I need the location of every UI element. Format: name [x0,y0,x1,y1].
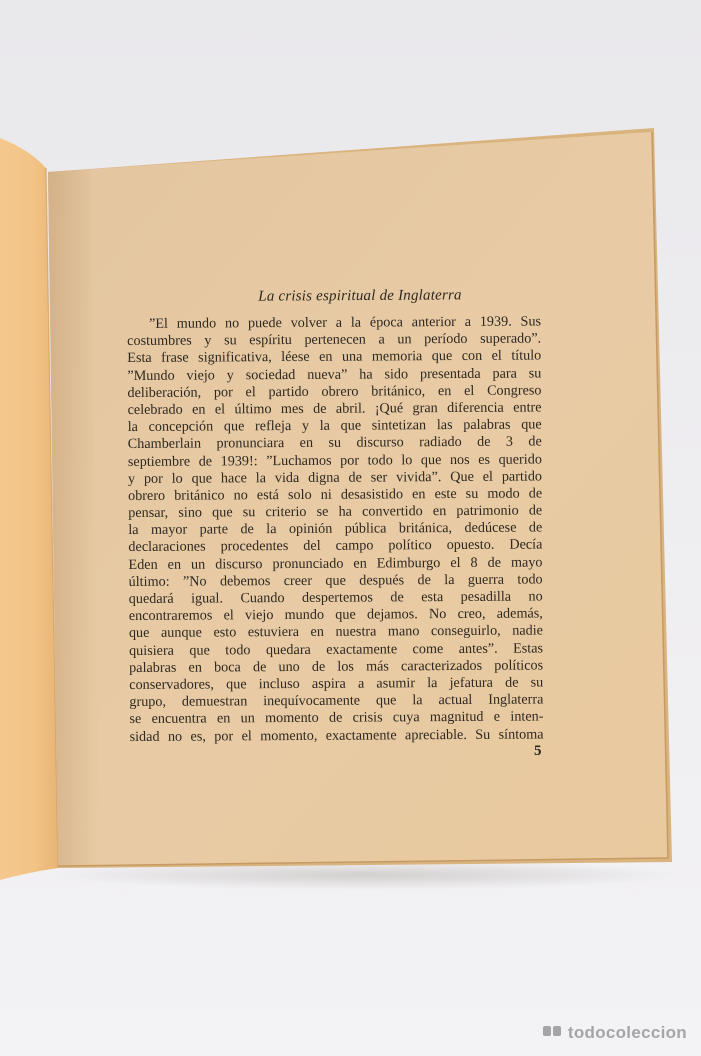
text-line: conservadores, que incluso aspira a asumir la jefatura de su [129,674,544,693]
text-line: declaraciones procedentes del campo político opuesto. Decía [128,536,543,556]
watermark-text: todocoleccion [567,1022,687,1042]
text-line: palabras en boca de uno de los más caracterizados políticos [129,657,544,676]
text-line: quisiera que todo quedara exactamente come antes”. Estas [128,640,544,659]
text-line: sidad no es, por el momento, exactamente apreciable. Su síntoma [129,725,544,745]
text-line: celebrado en el último mes de abril. ¡Qué gran diferencia entre [127,399,542,418]
text-line: quedará igual. Cuando despertemos de esta pesadilla no [128,588,543,607]
text-line: la concepción que refleja y la que sintetizan las palabras que [127,416,542,436]
text-line: se encuentra en un momento de crisis cuya magnitud e inten- [129,708,544,728]
text-line: costumbres y su espíritu pertenecen a un período superado”. [127,330,542,350]
text-line: la mayor parte de la opinión pública británica, dedúcese de [128,519,543,539]
text-line: Eden en un discurso pronunciado en Edimburgo el 8 de mayo [128,554,543,573]
text-line: y por lo que hace la vida digna de ser vivida”. Que el partido [127,468,543,487]
watermark-logo-icon [542,1023,562,1044]
text-line: septiembre de 1939!: ”Luchamos por todo lo que nos es querido [127,450,542,470]
text-line: que aunque esto estuviera en nuestra mano conseguirlo, nadie [128,622,543,642]
text-line: deliberación, por el partido obrero británico, en el Congreso [127,382,542,401]
text-line: encontraremos el viejo mundo que dejamos. No creo, además, [128,605,543,625]
body-text [127,313,544,745]
text-line: último: ”No debemos creer que después de la guerra todo [128,571,543,590]
page-number: 5 [534,743,542,759]
text-line: grupo, demuestran inequívocamente que la actual Inglaterra [129,691,544,711]
text-line: pensar, sino que su criterio se ha convertido en patrimonio de [128,502,543,522]
text-line: ”Mundo viejo y sociedad nueva” ha sido presentada para su [127,365,542,384]
text-line: ”El mundo no puede volver a la época anterior a 1939. Sus [148,313,542,332]
text-line: Esta frase significativa, léese en una memoria que con el título [127,347,542,367]
text-line: obrero británico no está solo ni desasistido en este su modo de [128,485,543,504]
page-heading: La crisis espiritual de Inglaterra [258,287,462,305]
text-line: Chamberlain pronunciara en su discurso radiado de 3 de [127,433,542,453]
watermark [542,1023,687,1044]
